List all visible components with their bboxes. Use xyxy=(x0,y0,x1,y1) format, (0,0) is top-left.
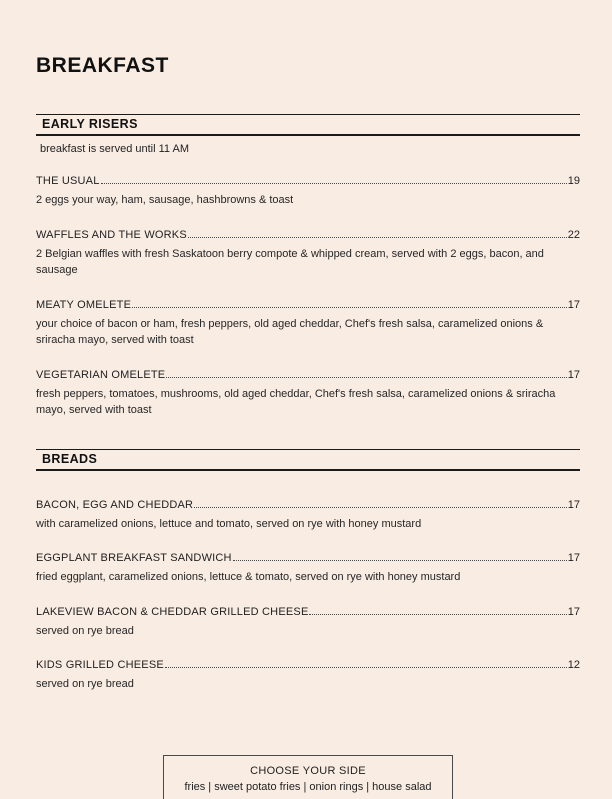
menu-item-description: with caramelized onions, lettuce and tomato, served on rye with honey mustard xyxy=(36,517,422,530)
menu-item-name: LAKEVIEW BACON & CHEDDAR GRILLED CHEESE xyxy=(36,605,309,618)
menu-item-description: served on rye bread xyxy=(36,624,134,637)
menu-item-name: MEATY OMELETE xyxy=(36,298,132,311)
section-breads xyxy=(36,449,580,693)
menu-item-description: served on rye bread xyxy=(36,678,134,690)
section-heading: BREADS xyxy=(42,451,98,466)
menu-item-name: THE USUAL xyxy=(36,175,100,187)
dot-leader xyxy=(101,183,567,184)
dot-leader xyxy=(188,237,567,238)
menu-item-line xyxy=(36,659,580,671)
menu-item-price: 19 xyxy=(567,175,580,187)
dot-leader xyxy=(309,614,566,615)
section-rule-bottom xyxy=(36,469,580,471)
menu-item-price: 17 xyxy=(567,605,580,618)
menu-item xyxy=(36,369,580,419)
choose-side-title: CHOOSE YOUR SIDE xyxy=(250,764,366,777)
menu-item-description: your choice of bacon or ham, fresh peppers, old aged cheddar, Chef's fresh salsa, caramelized onions & sriracha mayo, served with toast xyxy=(36,317,544,346)
menu-item-line xyxy=(36,175,580,187)
menu-item xyxy=(36,659,580,693)
menu-item-name: WAFFLES AND THE WORKS xyxy=(36,228,187,241)
section-note: breakfast is served until 11 AM xyxy=(40,143,189,155)
menu-item-name: VEGETARIAN OMELETE xyxy=(36,368,166,381)
menu-item-price: 17 xyxy=(567,368,580,381)
choose-side-options: fries | sweet potato fries | onion rings | house salad xyxy=(184,780,432,793)
menu-item xyxy=(36,229,580,279)
section-early-risers xyxy=(36,114,580,419)
dot-leader xyxy=(194,507,567,508)
menu-item xyxy=(36,552,580,586)
menu-item-description: 2 Belgian waffles with fresh Saskatoon berry compote & whipped cream, served with 2 eggs, bacon, and sausage xyxy=(36,247,544,276)
menu-item xyxy=(36,499,580,533)
choose-side-box xyxy=(163,755,453,799)
menu-item-line xyxy=(36,606,580,618)
dot-leader xyxy=(165,667,567,668)
menu-item-description: fresh peppers, tomatoes, mushrooms, old aged cheddar, Chef's fresh salsa, caramelized onions & sriracha mayo, served with toast xyxy=(36,387,556,416)
menu-item-price: 17 xyxy=(567,298,580,311)
dot-leader xyxy=(233,560,567,561)
dot-leader xyxy=(166,377,566,378)
menu-item-price: 22 xyxy=(567,228,580,241)
page-title: BREAKFAST xyxy=(36,54,169,77)
menu-item-price: 12 xyxy=(567,659,580,671)
menu-item xyxy=(36,606,580,640)
menu-item-line xyxy=(36,499,580,511)
menu-item xyxy=(36,175,580,209)
menu-item-line xyxy=(36,299,580,311)
section-rule-bottom xyxy=(36,134,580,136)
dot-leader xyxy=(132,307,567,308)
menu-item-description: 2 eggs your way, ham, sausage, hashbrowns & toast xyxy=(36,194,294,206)
menu-item xyxy=(36,299,580,349)
menu-item-line xyxy=(36,229,580,241)
menu-item-name: EGGPLANT BREAKFAST SANDWICH xyxy=(36,552,232,564)
menu-item-price: 17 xyxy=(567,552,580,564)
menu-item-name: BACON, EGG AND CHEDDAR xyxy=(36,498,194,511)
menu-item-line xyxy=(36,552,580,564)
section-heading: EARLY RISERS xyxy=(42,117,138,131)
menu-item-price: 17 xyxy=(567,498,580,511)
menu-item-line xyxy=(36,369,580,381)
menu-item-description: fried eggplant, caramelized onions, lettuce & tomato, served on rye with honey mustard xyxy=(36,571,461,583)
menu-item-name: KIDS GRILLED CHEESE xyxy=(36,659,164,671)
